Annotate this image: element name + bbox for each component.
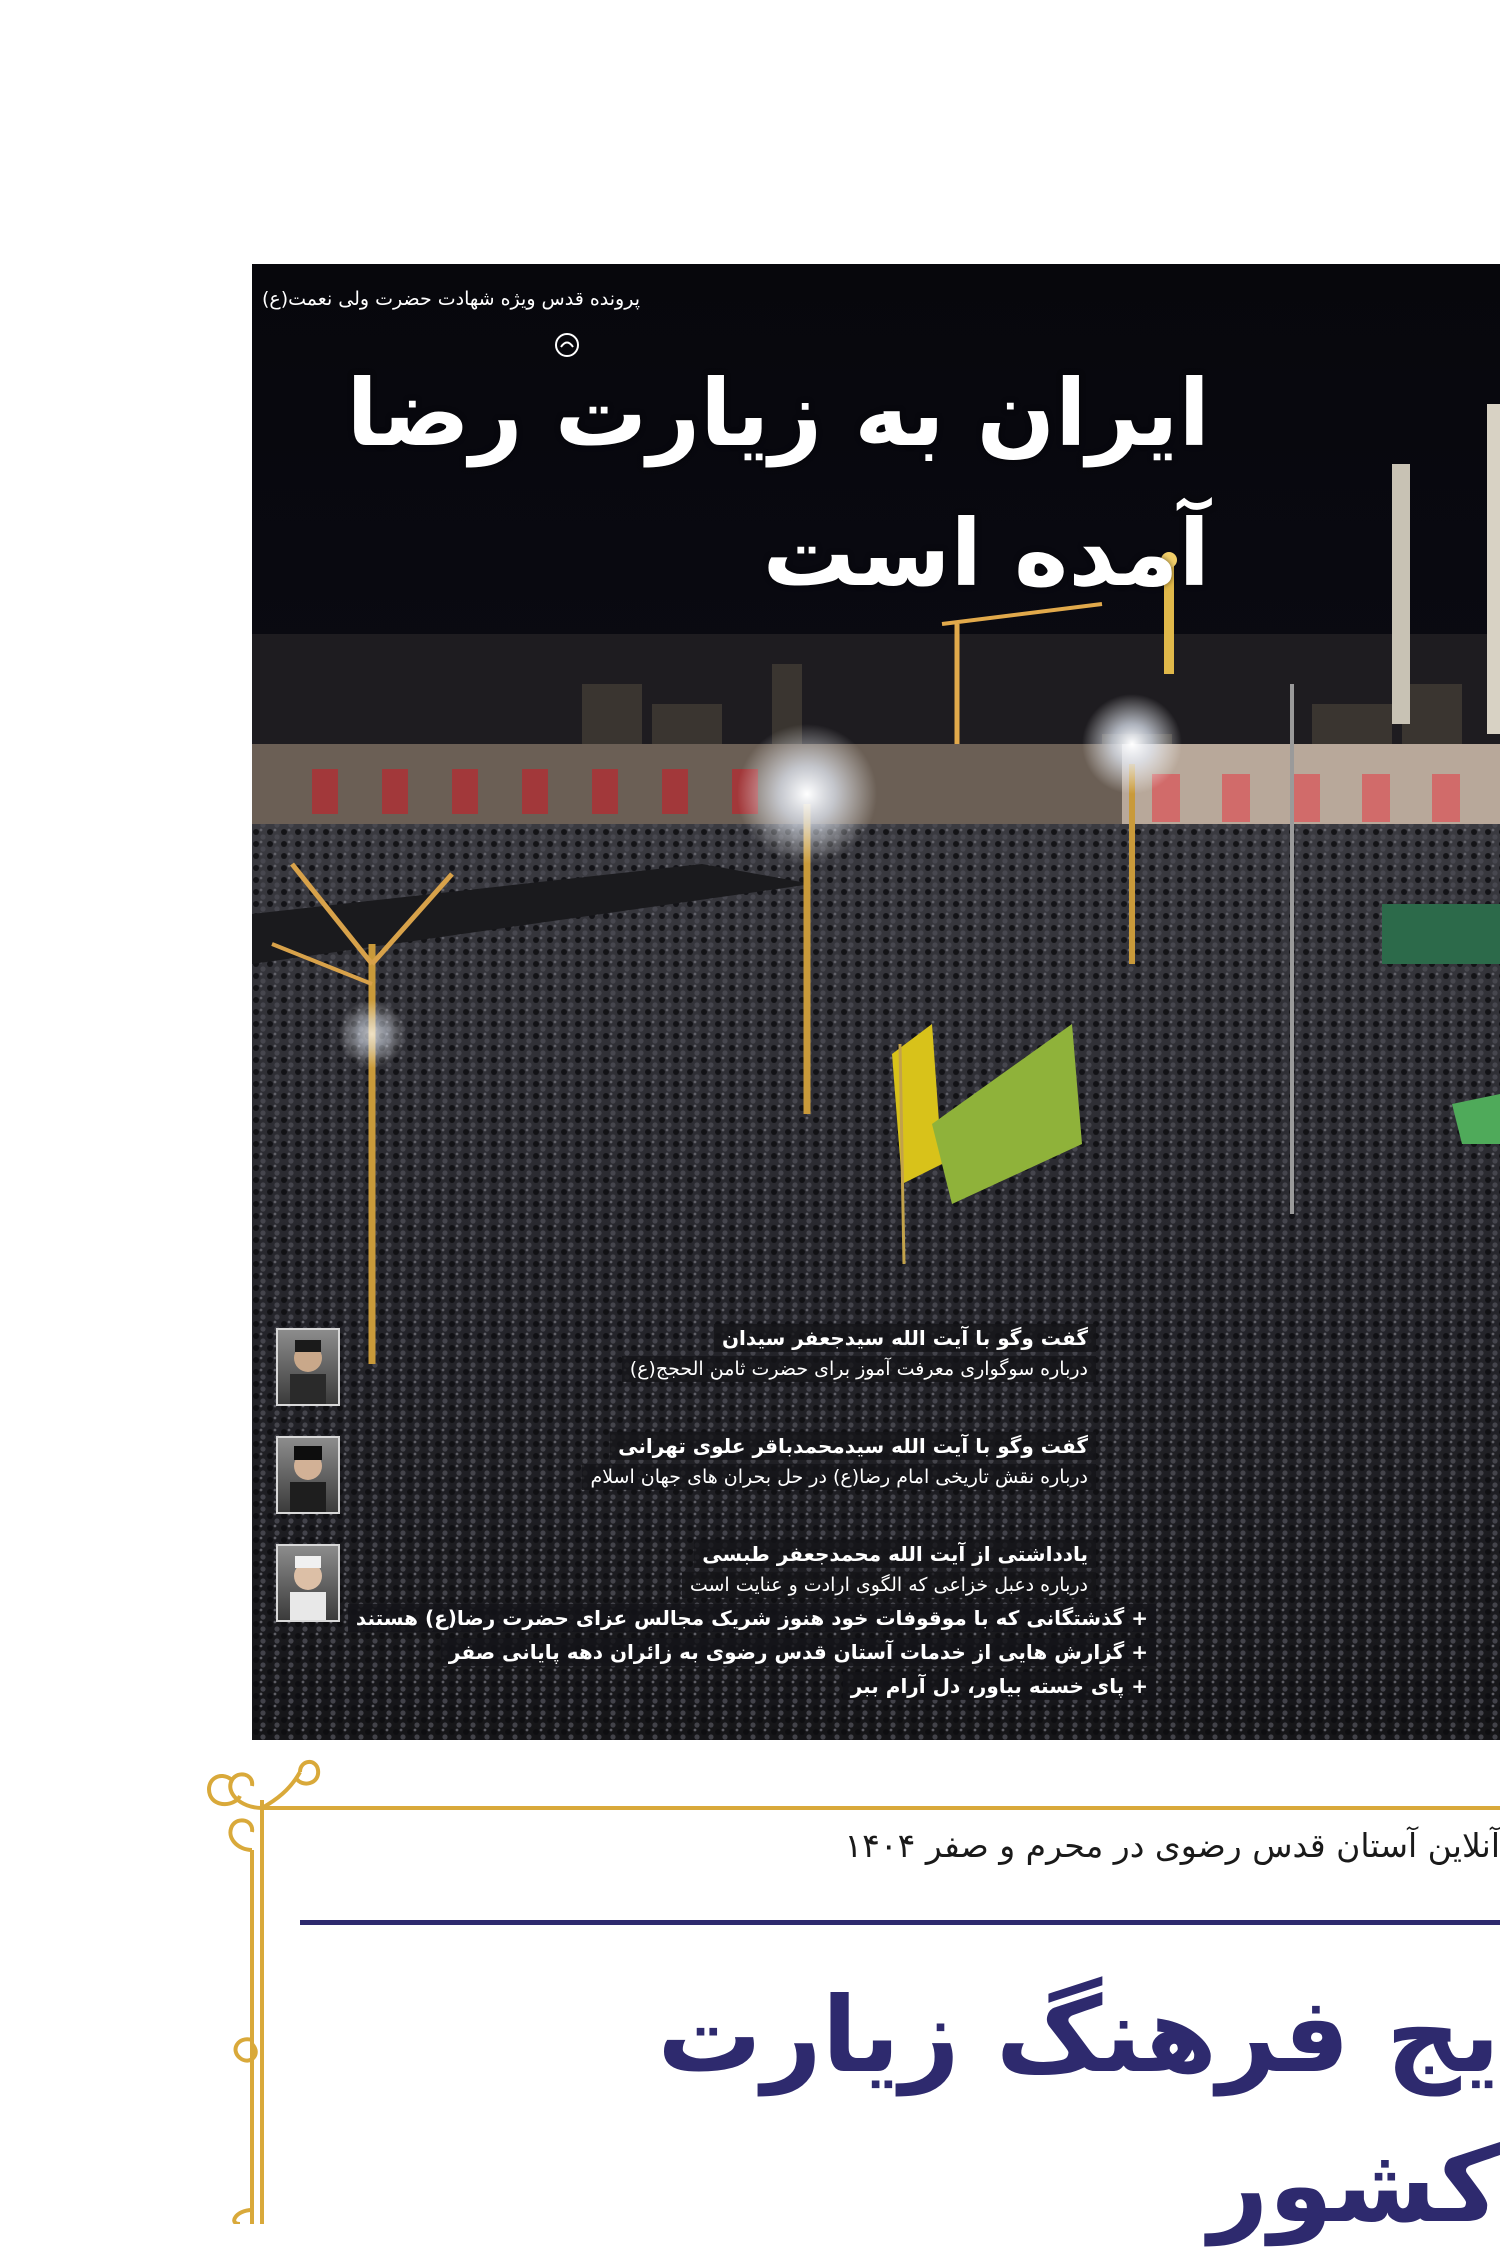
lower-article-panel	[0, 1740, 1500, 2246]
headline-line-2: آمده است	[762, 500, 1210, 607]
portrait-thumbnail	[276, 1436, 340, 1514]
article-headline-line-2: کشور	[1208, 2124, 1500, 2246]
headline-line-1: ایران به زیارت رضا	[346, 360, 1210, 467]
article-kicker: آنلاین آستان قدس رضوی در محرم و صفر ۱۴۰۴	[844, 1826, 1500, 1865]
divider-rule	[300, 1920, 1500, 1925]
teaser-bullet: + پای خسته بیاور، دل آرام ببر	[843, 1672, 1156, 1700]
contents-entry-title: گفت وگو با آیت الله سیدجعفر سیدان	[714, 1324, 1096, 1352]
contents-entry-subtitle: درباره نقش تاریخی امام رضا(ع) در حل بحران های جهان اسلام	[582, 1464, 1096, 1490]
contents-entry-subtitle: درباره سوگواری معرفت آموز برای حضرت ثامن الحجج(ع)	[622, 1356, 1096, 1382]
cover-headline	[346, 344, 1210, 624]
contents-entry-title: یادداشتی از آیت الله محمدجعفر طبسی	[694, 1540, 1096, 1568]
teaser-bullets	[276, 1604, 1156, 1706]
contents-entry	[276, 1432, 1096, 1532]
contents-list	[276, 1324, 1096, 1648]
contents-entry	[276, 1324, 1096, 1424]
article-headline	[300, 1960, 1500, 2260]
contents-entry-title: گفت وگو با آیت الله سیدمحمدباقر علوی تهرانی	[610, 1432, 1096, 1460]
portrait-thumbnail	[276, 1328, 340, 1406]
teaser-bullet: + گزارش هایی از خدمات آستان قدس رضوی به زائران دهه پایانی صفر	[441, 1638, 1156, 1666]
article-headline-line-1: یج فرهنگ زیارت	[657, 1974, 1500, 2096]
contents-entry-subtitle: درباره دعبل خزاعی که الگوی ارادت و عنایت است	[682, 1572, 1096, 1598]
cover-photo	[252, 264, 1500, 1740]
dossier-label: پرونده قدس ویژه شهادت حضرت ولی نعمت(ع)	[261, 288, 640, 310]
teaser-bullet: + گذشتگانی که با موقوفات خود هنوز شریک مجالس عزای حضرت رضا(ع) هستند	[348, 1604, 1156, 1632]
